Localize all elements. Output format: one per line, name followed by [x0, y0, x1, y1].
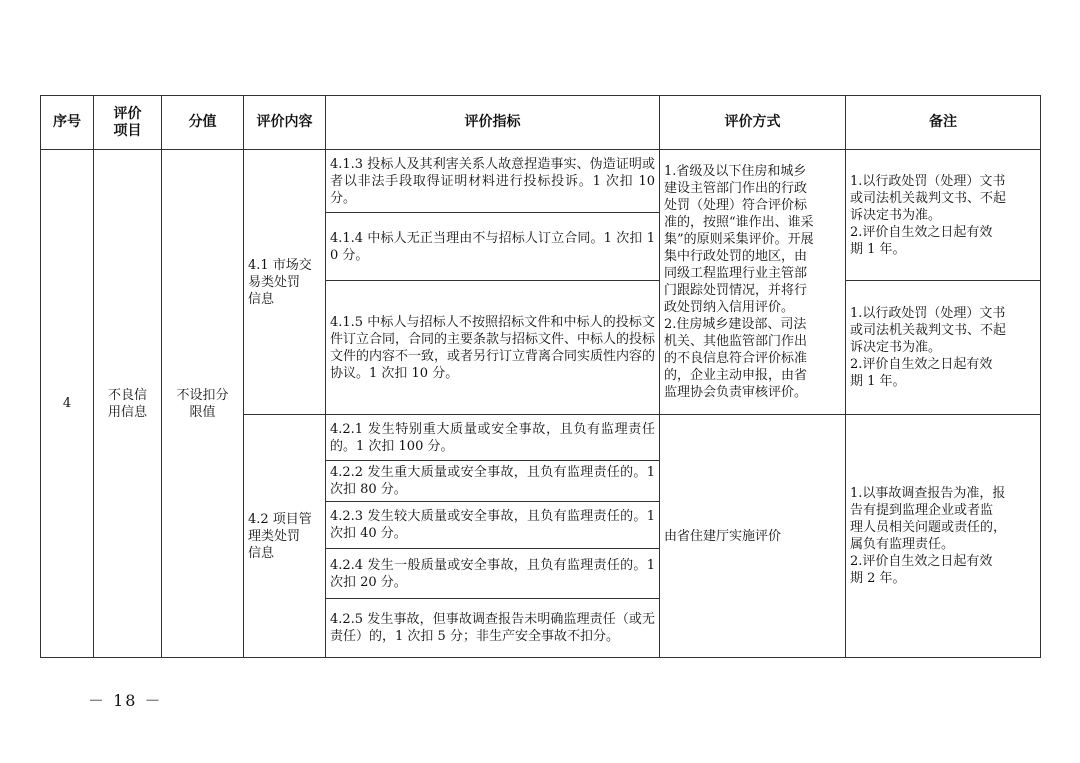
remark-4-2: 1.以事故调查报告为准，报 告有提到监理企业或者监 理人员相关问题或责任的， 属负有监理责任。 2.评价自生效之日起有效 期 2 年。 — [846, 415, 1041, 658]
header-row — [41, 96, 1041, 150]
method-4-2: 由省住建厅实施评价 — [660, 415, 846, 658]
header-content: 评价内容 — [244, 96, 326, 150]
content-4-1: 4.1 市场交 易类处罚 信息 — [244, 150, 326, 415]
remark-4-1-b: 1.以行政处罚（处理）文书 或司法机关裁判文书、不起 诉决定书为准。 2.评价自生效之日起有效 期 1 年。 — [846, 281, 1041, 415]
indicator-4-2-5: 4.2.5 发生事故，但事故调查报告未明确监理责任（或无责任）的，1 次扣 5 分；非生产安全事故不扣分。 — [326, 599, 660, 658]
row-number: 4 — [41, 150, 94, 658]
page-number: － 18 － — [88, 691, 163, 710]
row-item-line2: 用信息 — [107, 404, 147, 420]
row-score-line2: 限值 — [189, 404, 216, 420]
evaluation-table — [40, 95, 1041, 658]
table-row — [41, 150, 1041, 213]
header-item-line2: 项目 — [113, 122, 142, 139]
indicator-4-2-3: 4.2.3 发生较大质量或安全事故，且负有监理责任的。1 次扣 40 分。 — [326, 502, 660, 549]
remark-4-1-a: 1.以行政处罚（处理）文书 或司法机关裁判文书、不起 诉决定书为准。 2.评价自生效之日起有效 期 1 年。 — [846, 150, 1041, 281]
header-item — [94, 96, 162, 150]
header-no: 序号 — [41, 96, 94, 150]
row-item-line1: 不良信 — [107, 387, 147, 403]
header-item-line1: 评价 — [113, 105, 142, 122]
header-indicator: 评价指标 — [326, 96, 660, 150]
method-4-1: 1.省级及以下住房和城乡 建设主管部门作出的行政 处罚（处理）符合评价标 准的，按照“谁作出、谁采 集”的原则采集评价。开展 集中行政处罚的地区，由 同级工程监理行业主管部 门跟踪处罚情况，并将行 政处罚纳入信用评价。 2.住房城乡建设部、司法 机关、其他监管部门作出 的不良信息符合评价标准 的，企业主动申报，由省 监理协会负责审核评价。 — [660, 150, 846, 415]
indicator-4-1-4: 4.1.4 中标人无正当理由不与招标人订立合同。1 次扣 10 分。 — [326, 213, 660, 281]
row-score-line1: 不设扣分 — [176, 387, 229, 403]
row-item — [94, 150, 162, 658]
content-4-2: 4.2 项目管 理类处罚 信息 — [244, 415, 326, 658]
indicator-4-2-2: 4.2.2 发生重大质量或安全事故，且负有监理责任的。1 次扣 80 分。 — [326, 461, 660, 502]
header-remark: 备注 — [846, 96, 1041, 150]
row-score — [162, 150, 244, 658]
indicator-4-2-1: 4.2.1 发生特别重大质量或安全事故，且负有监理责任的。1 次扣 100 分。 — [326, 415, 660, 461]
header-score: 分值 — [162, 96, 244, 150]
indicator-4-1-5: 4.1.5 中标人与招标人不按照招标文件和中标人的投标文件订立合同，合同的主要条款与招标文件、中标人的投标文件的内容不一致，或者另行订立背离合同实质性内容的协议。1 次扣 10 分。 — [326, 281, 660, 415]
indicator-4-2-4: 4.2.4 发生一般质量或安全事故，且负有监理责任的。1 次扣 20 分。 — [326, 549, 660, 599]
indicator-4-1-3: 4.1.3 投标人及其利害关系人故意捏造事实、伪造证明或者以非法手段取得证明材料进行投标投诉。1 次扣 10 分。 — [326, 150, 660, 213]
header-method: 评价方式 — [660, 96, 846, 150]
